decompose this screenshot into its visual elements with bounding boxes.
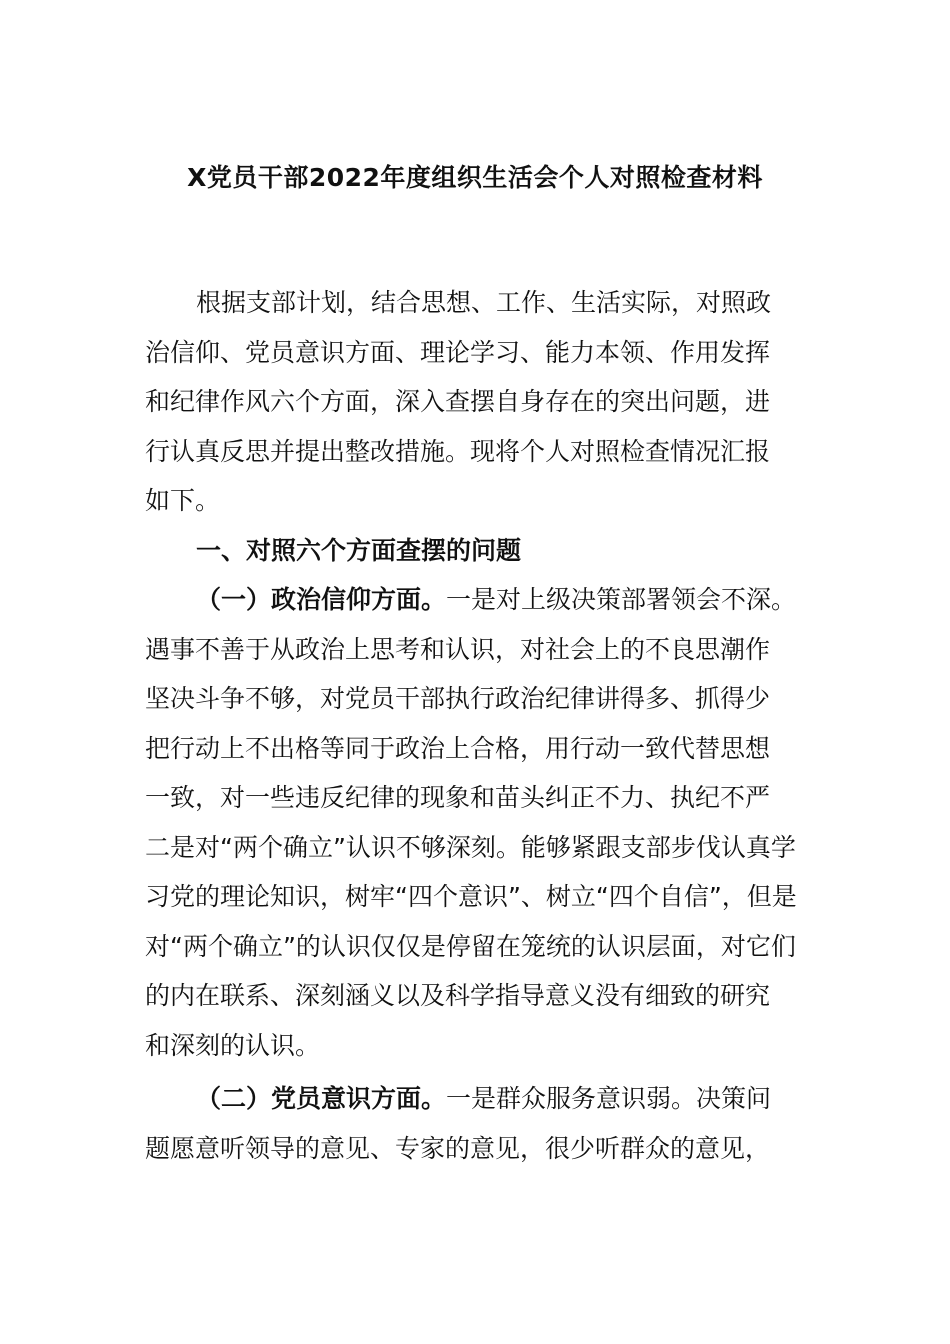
subsection-1-first-text: 一是对上级决策部署领会不深。: [446, 585, 797, 614]
subsection-1-label: （一）政治信仰方面。: [196, 585, 447, 614]
subsection-2-line: 题愿意听领导的意见、专家的意见，很少听群众的意见，: [145, 1134, 771, 1163]
subsection-2-first-text: 一是群众服务意识弱。决策问: [446, 1084, 772, 1113]
subsection-1-line: 二是对“两个确立”认识不够深刻。能够紧跟支部步伐认真学: [145, 833, 796, 862]
intro-line-4: 行认真反思并提出整改措施。现将个人对照检查情况汇报: [145, 437, 771, 466]
subsection-1-line: 一致，对一些违反纪律的现象和苗头纠正不力、执纪不严: [145, 783, 771, 812]
subsection-1-line: 习党的理论知识，树牢“四个意识”、树立“四个自信”，但是: [145, 882, 797, 911]
section-heading: 一、对照六个方面查摆的问题: [196, 536, 522, 565]
document-title: X党员干部2022年度组织生活会个人对照检查材料: [187, 163, 763, 192]
subsection-1-line: 的内在联系、深刻涵义以及科学指导意义没有细致的研究: [145, 981, 771, 1010]
subsection-1-line: 遇事不善于从政治上思考和认识，对社会上的不良思潮作: [145, 635, 771, 664]
subsection-1-first-line: [196, 580, 796, 620]
subsection-1-line: 和深刻的认识。: [145, 1031, 321, 1060]
subsection-1-line: 把行动上不出格等同于政治上合格，用行动一致代替思想: [145, 734, 771, 763]
subsection-2-label: （二）党员意识方面。: [196, 1084, 447, 1113]
subsection-1-line: 对“两个确立”的认识仅仅是停留在笼统的认识层面，对它们: [145, 932, 796, 961]
subsection-1-line: 坚决斗争不够，对党员干部执行政治纪律讲得多、抓得少: [145, 684, 771, 713]
intro-line-5: 如下。: [145, 486, 221, 515]
intro-line-2: 治信仰、党员意识方面、理论学习、能力本领、作用发挥: [145, 338, 771, 367]
intro-line-3: 和纪律作风六个方面，深入查摆自身存在的突出问题，进: [145, 387, 771, 416]
intro-line-1: 根据支部计划，结合思想、工作、生活实际，对照政: [196, 288, 772, 317]
subsection-2-first-line: [196, 1079, 771, 1119]
